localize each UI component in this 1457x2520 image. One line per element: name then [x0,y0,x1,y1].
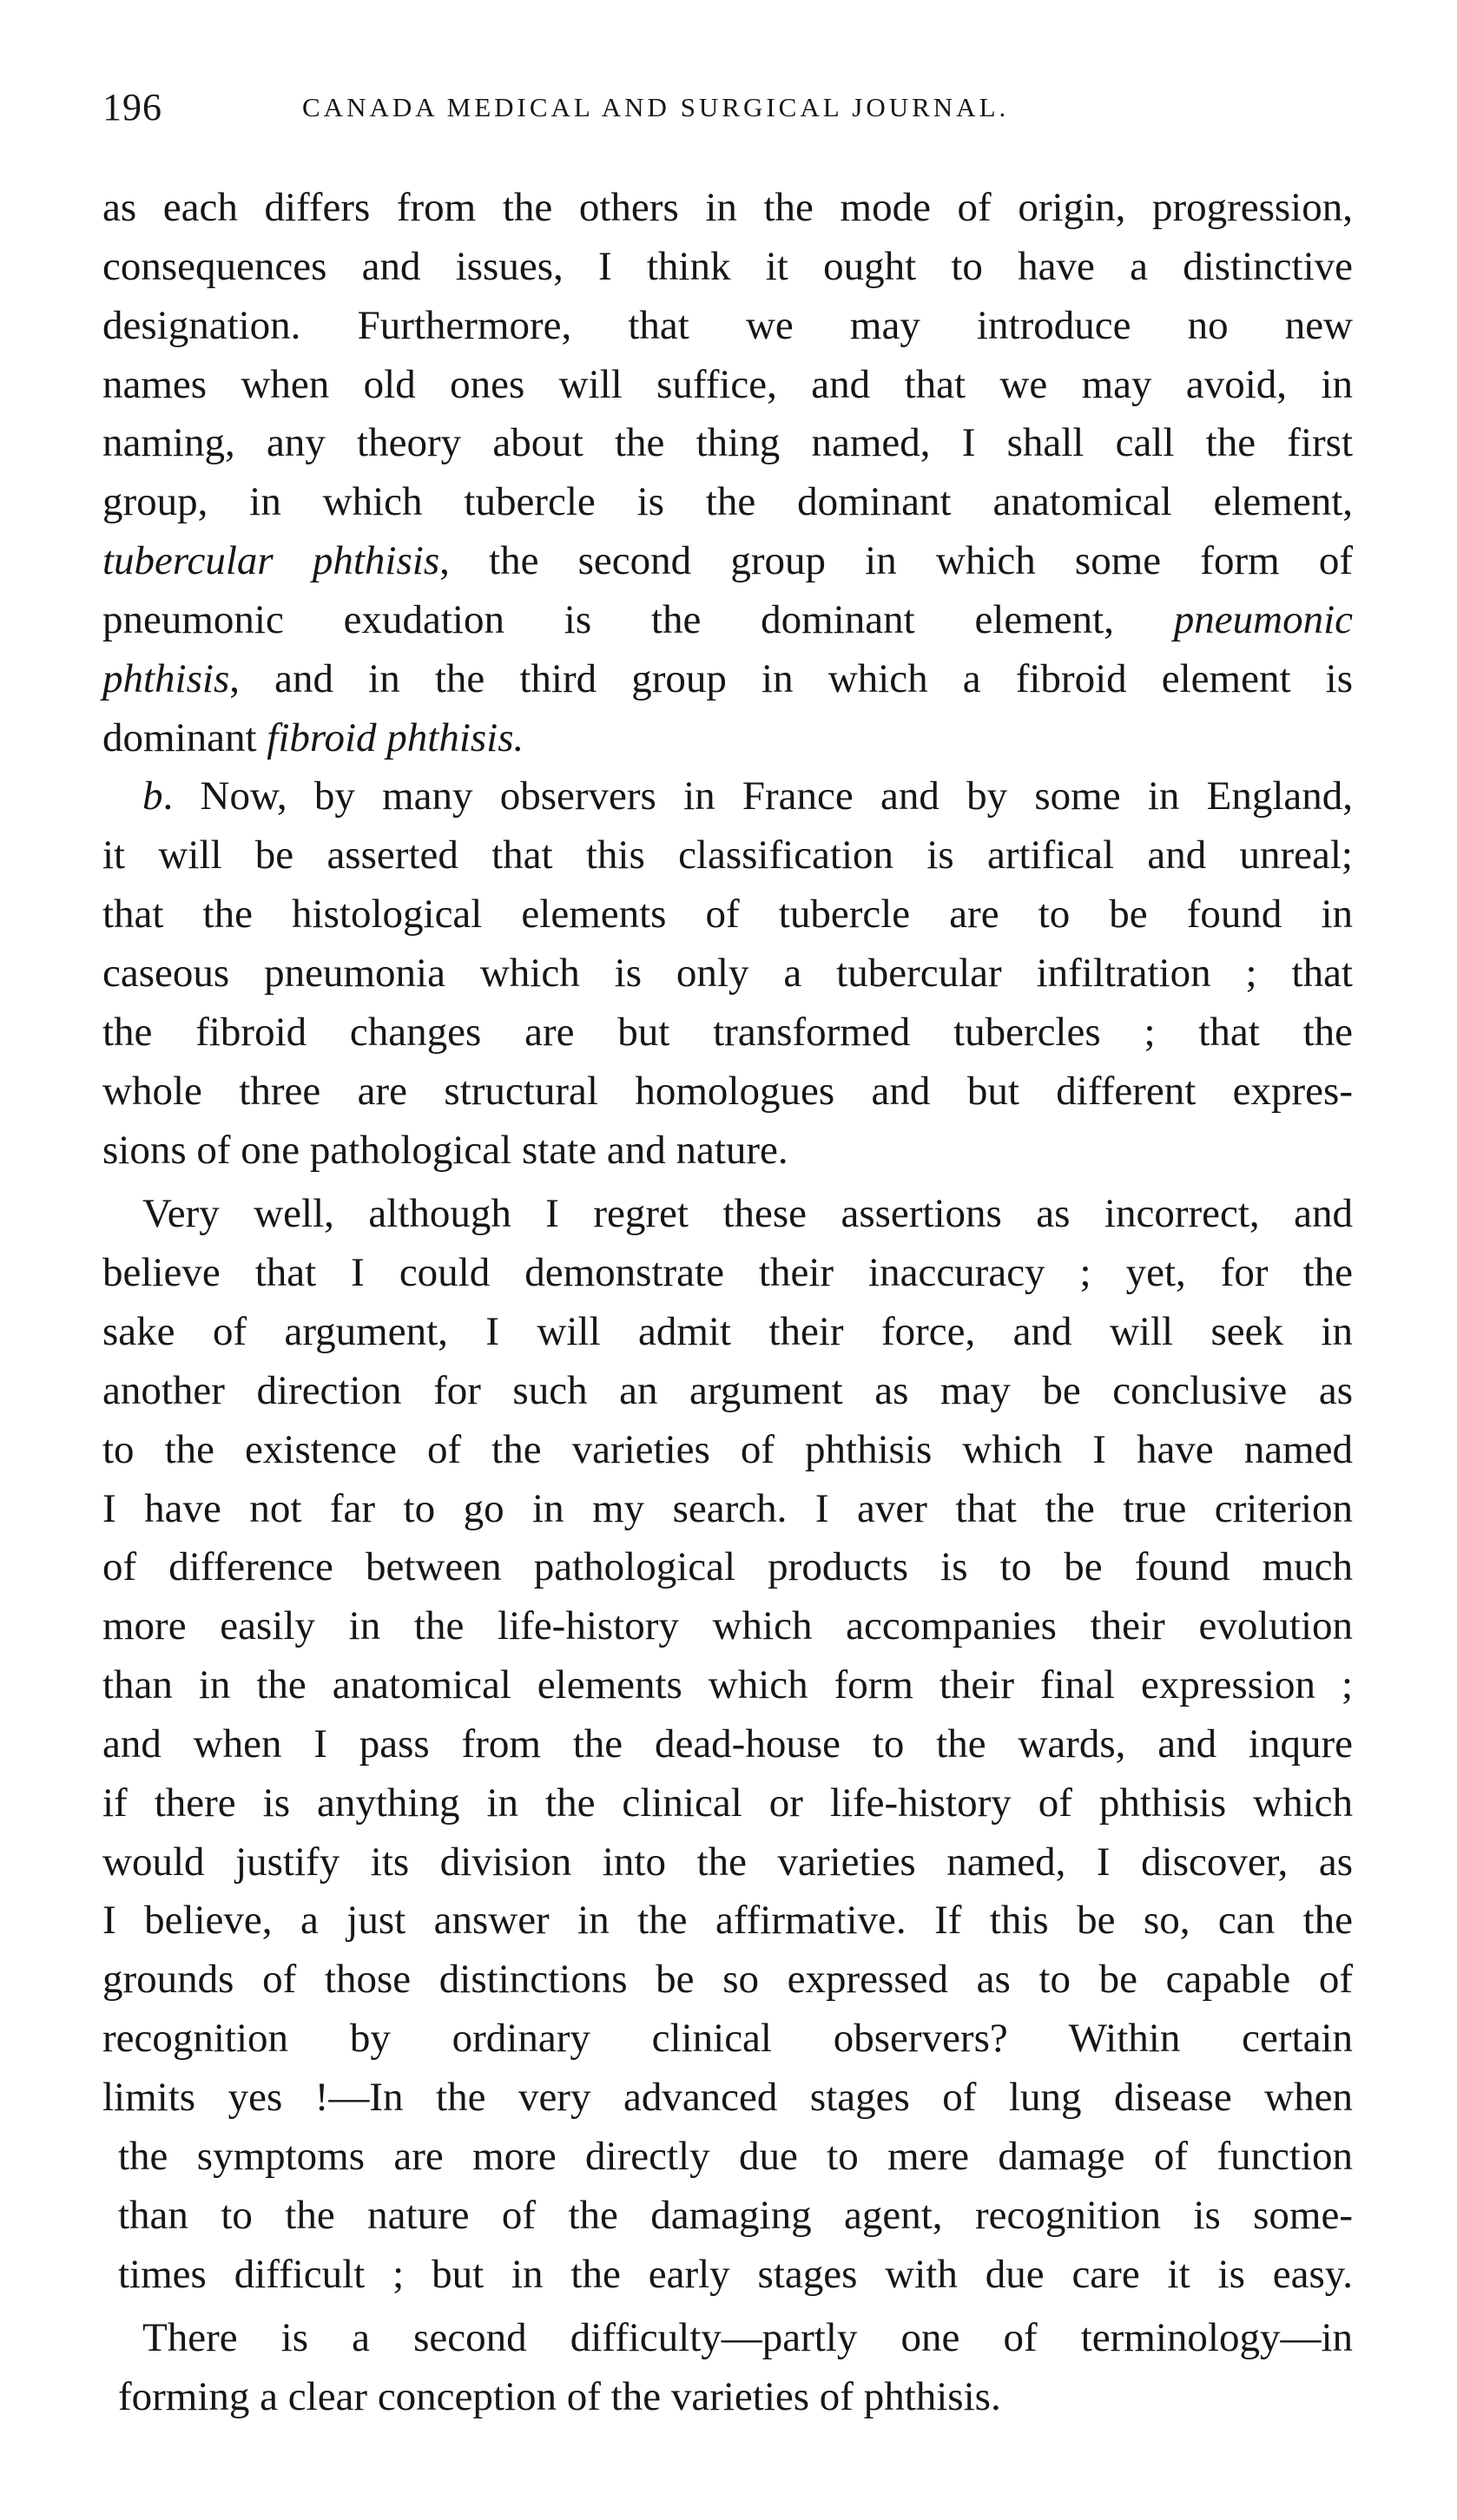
text-line [102,1063,1353,1122]
text-line [102,2069,1353,2128]
text-segment: naming, any theory about the thing named, I shall call the first [102,420,1353,466]
text-segment: consequences and issues, I think it ought to have a distinctive [102,243,1353,289]
text-segment: to the existence of the varieties of phthisis which I have named [102,1426,1353,1472]
text-segment: than to the nature of the damaging agent, recognition is some- [118,2192,1353,2238]
text-segment: and when I pass from the dead-house to the wards, and inqure [102,1721,1353,1767]
text-segment: grounds of those distinctions be so expressed as to be capable of [102,1957,1353,2003]
text-segment: I have not far to go in my search. I aver that the true criterion [102,1485,1353,1531]
text-line [102,473,1353,532]
text-segment: , the second group in which some form of [439,538,1353,584]
running-title: CANADA MEDICAL AND SURGICAL JOURNAL. [302,92,1010,122]
text-segment: pneumonic exudation is the dominant element, [102,596,1174,642]
text-segment: recognition by ordinary clinical observers? Within certain [102,2016,1353,2062]
text-line [102,1951,1353,2010]
text-line [102,2368,1353,2427]
text-line [102,1538,1353,1597]
text-segment: would justify its division into the varieties named, I discover, as [102,1839,1353,1885]
text-line [102,356,1353,415]
text-line [102,1185,1353,1244]
text-segment: that the histological elements of tubercle are to be found in [102,892,1353,938]
text-line [102,1597,1353,1656]
text-line [102,1421,1353,1480]
text-line [102,767,1353,826]
text-line [102,414,1353,473]
text-line [102,1122,1353,1181]
text-segment: than in the anatomical elements which form their final expression ; [102,1662,1353,1708]
text-segment: names when old ones will suffice, and that we may avoid, in [102,361,1353,407]
text-segment: dominant [102,714,267,760]
text-segment: it will be asserted that this classification is artifical and unreal; [102,832,1353,878]
text-line [102,1244,1353,1303]
text-line [102,2246,1353,2305]
text-segment: times difficult ; but in the early stages with due care it is easy. [118,2251,1353,2297]
text-line [102,1892,1353,1951]
text-line [102,591,1353,650]
text-segment: another direction for such an argument as may be conclusive as [102,1367,1353,1413]
italic-text: tubercular phthisis [102,538,440,584]
text-line [102,944,1353,1003]
text-segment: There is a second difficulty—partly one of terminology—in [142,2315,1353,2361]
text-segment: caseous pneumonia which is only a tubercular infiltration ; that [102,950,1353,996]
text-line [102,1303,1353,1362]
text-segment: sions of one pathological state and nature. [102,1127,788,1173]
text-segment: designation. Furthermore, that we may introduce no new [102,302,1353,348]
text-line [102,1656,1353,1715]
text-line [102,179,1353,238]
text-line [102,1715,1353,1774]
page-header [102,85,1353,137]
text-line [102,650,1353,709]
italic-text: pneumonic [1173,596,1353,642]
body-text [102,179,1353,2427]
text-line [102,1362,1353,1421]
text-line [102,709,1353,768]
text-segment: . Now, by many observers in France and by some in England, [162,773,1353,819]
text-segment: as each differs from the others in the mode of origin, progression, [102,185,1353,230]
text-segment: the symptoms are more directly due to mere damage of function [118,2133,1353,2179]
italic-text: fibroid phthisis. [267,714,524,760]
text-line [102,2128,1353,2187]
text-segment: more easily in the life-history which accompanies their evolution [102,1603,1353,1649]
text-segment: whole three are structural homologues and but different expres- [102,1068,1353,1114]
page-number: 196 [102,86,162,128]
text-segment: sake of argument, I will admit their force, and will seek in [102,1309,1353,1355]
text-segment: forming a clear conception of the varieties of phthisis. [118,2374,1001,2420]
text-segment: Very well, although I regret these assertions as incorrect, and [142,1191,1353,1237]
text-segment: I believe, a just answer in the affirmative. If this be so, can the [102,1898,1353,1944]
italic-text: phthisis [102,655,230,701]
text-line [102,1003,1353,1063]
text-segment: of difference between pathological products is to be found much [102,1544,1353,1590]
text-line [102,2010,1353,2069]
text-segment: the fibroid changes are but transformed tubercles ; that the [102,1009,1353,1055]
text-segment: believe that I could demonstrate their inaccuracy ; yet, for the [102,1250,1353,1296]
text-line [102,2187,1353,2246]
text-segment: group, in which tubercle is the dominant anatomical element, [102,479,1353,525]
text-line [102,2309,1353,2368]
text-segment: if there is anything in the clinical or life-history of phthisis which [102,1780,1353,1826]
text-line [102,1774,1353,1833]
text-line [102,885,1353,944]
text-line [102,1833,1353,1892]
text-line [102,826,1353,885]
text-line [102,1480,1353,1539]
text-segment: limits yes !—In the very advanced stages of lung disease when [102,2075,1353,2120]
text-line [102,297,1353,356]
text-segment: , and in the third group in which a fibroid element is [229,655,1353,701]
text-line [102,238,1353,297]
text-line [102,532,1353,591]
italic-text: b [142,773,163,819]
